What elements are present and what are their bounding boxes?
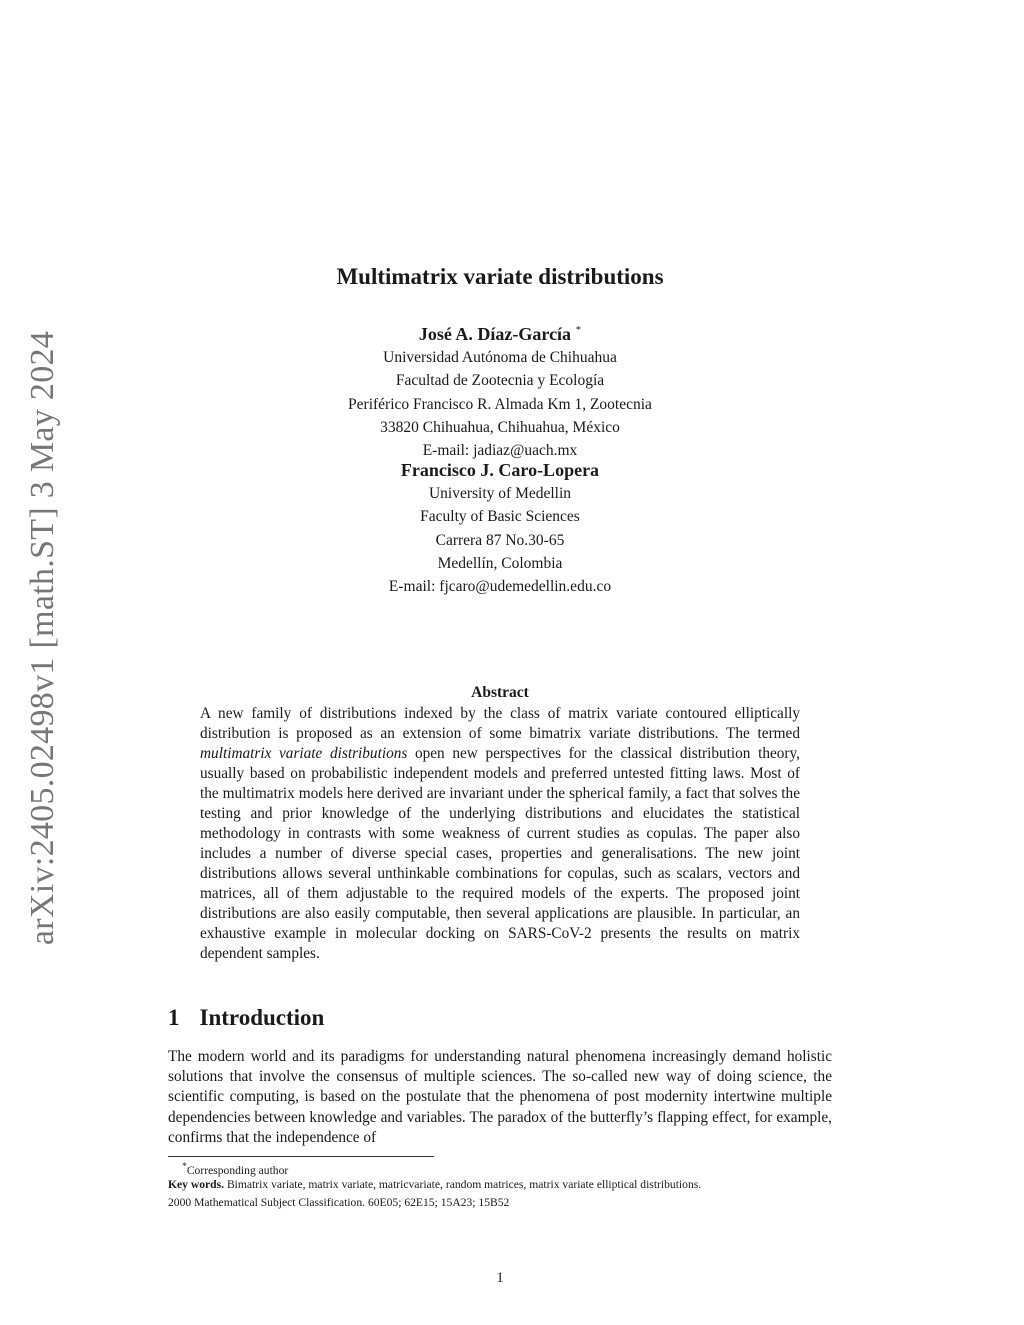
author-block-2 xyxy=(0,458,1000,598)
author-name-text: José A. Díaz-García xyxy=(418,324,572,344)
footnote-msc: 2000 Mathematical Subject Classification. 60E05; 62E15; 15A23; 15B52 xyxy=(168,1196,510,1210)
paper-title: Multimatrix variate distributions xyxy=(336,264,664,289)
section-number: 1 xyxy=(168,1005,180,1030)
affiliation-line: Periférico Francisco R. Almada Km 1, Zootecnia xyxy=(348,395,652,413)
affiliation-line: Medellín, Colombia xyxy=(437,554,563,572)
affiliation-line: University of Medellin xyxy=(428,485,572,502)
intro-paragraph: The modern world and its paradigms for understanding natural phenomena increasingly demand holistic solutions that involve the consensus of multiple sciences. The so-called new way of doing science, the scientific computing, is based on the postulate that the phenomena of post modernity intertwine multiple dependencies between knowledge and variables. The paradox of the butterfly’s flapping effect, for example, confirms that the independence of xyxy=(168,1048,832,1146)
author-name: Francisco J. Caro-Lopera xyxy=(400,460,600,480)
author-block-1 xyxy=(0,318,1000,462)
footnote-corresponding xyxy=(168,1160,832,1178)
abstract-text-part: open new perspectives for the classical distribution theory, usually based on probabilistic independent models and preferred untested fitting laws. Most of the multimatrix models here derived are invariant under the spherical family, a fact that solves the testing and prior knowledge of the underlying distributions and elucidates the statistical methodology in contrasts with some weakness of current studies as copulas. The paper also includes a number of diverse special cases, properties and generalisations. The new joint distributions allows several unthinkable combinations for copulas, such as scalars, vectors and matrices, all of them adjustable to the required models of the experts. The proposed joint distributions are also easily computable, then several applications are plausible. In particular, an exhaustive example in molecular docking on SARS-CoV-2 presents the results on matrix dependent samples. xyxy=(200,745,800,962)
footnote-divider xyxy=(168,1156,434,1157)
author-email: E-mail: jadiaz@uach.mx xyxy=(422,442,578,460)
abstract-emphasis: multimatrix variate distributions xyxy=(200,745,408,762)
affiliation-line: Faculty of Basic Sciences xyxy=(420,508,580,526)
footnote-corresponding-text: Corresponding author xyxy=(186,1163,289,1177)
section-heading xyxy=(168,1005,324,1031)
footnote-keywords xyxy=(168,1178,832,1192)
affiliation-line: 33820 Chihuahua, Chihuahua, México xyxy=(380,418,620,436)
keywords-label: Key words. xyxy=(168,1178,225,1192)
author-footnote-mark: * xyxy=(575,324,582,336)
abstract-text-part: A new family of distributions indexed by the class of matrix variate contoured elliptically distribution is proposed as an extension of some bimatrix variate distributions. The termed xyxy=(200,705,800,742)
arxiv-side-stamp: arXiv:2405.02498v1 [math.ST] 3 May 2024 xyxy=(24,330,61,946)
footnotes xyxy=(168,1160,832,1210)
page-number: 1 xyxy=(496,1270,504,1286)
author-email: E-mail: fjcaro@udemedellin.edu.co xyxy=(388,578,612,596)
affiliation-line: Facultad de Zootecnia y Ecología xyxy=(395,372,605,390)
abstract-text xyxy=(200,704,800,964)
author-name xyxy=(0,318,1000,346)
keywords-text: Bimatrix variate, matrix variate, matricvariate, random matrices, matrix variate elliptical distributions. xyxy=(226,1178,702,1192)
affiliation-line: Universidad Autónoma de Chihuahua xyxy=(383,349,617,366)
affiliation-line: Carrera 87 No.30-65 xyxy=(435,531,565,549)
section-title: Introduction xyxy=(199,1005,325,1030)
abstract-heading: Abstract xyxy=(471,684,529,701)
footnote-mark: * xyxy=(182,1161,187,1172)
